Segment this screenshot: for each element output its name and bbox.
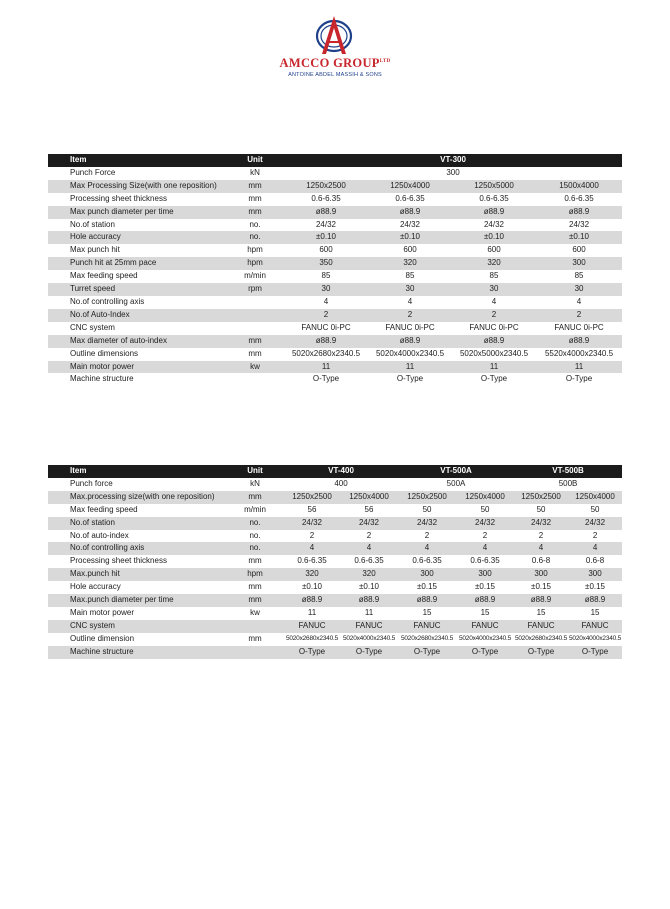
row-unit	[226, 309, 284, 322]
row-value: 1250x4000	[368, 180, 452, 193]
row-label: Machine structure	[48, 646, 226, 659]
row-value: ø88.9	[568, 594, 622, 607]
row-value: 11	[452, 361, 536, 374]
table-row	[48, 568, 622, 581]
row-label: No.of station	[48, 219, 226, 232]
row-value: 2	[398, 530, 456, 543]
row-value: 24/32	[368, 219, 452, 232]
row-value: 2	[456, 530, 514, 543]
row-value: 24/32	[284, 517, 340, 530]
table-row	[48, 620, 622, 633]
row-value: 600	[536, 244, 622, 257]
row-unit: mm	[226, 491, 284, 504]
row-value: 15	[514, 607, 568, 620]
row-value: 5020x2680x2340.5	[398, 633, 456, 646]
row-value: 4	[568, 542, 622, 555]
row-value: 600	[284, 244, 368, 257]
row-value: 4	[284, 296, 368, 309]
row-label: Turret speed	[48, 283, 226, 296]
table-row	[48, 478, 622, 491]
table-row	[48, 180, 622, 193]
row-value: 5020x4000x2340.5	[368, 348, 452, 361]
row-value: ±0.15	[568, 581, 622, 594]
row-value: 50	[456, 504, 514, 517]
row-label: No.of controlling axis	[48, 542, 226, 555]
row-label: Processing sheet thickness	[48, 193, 226, 206]
row-value: 15	[568, 607, 622, 620]
row-value: O-Type	[340, 646, 398, 659]
row-value: 5020x4000x2340.5	[340, 633, 398, 646]
row-label: Main motor power	[48, 607, 226, 620]
row-value: 5020x2680x2340.5	[514, 633, 568, 646]
row-label: Processing sheet thickness	[48, 555, 226, 568]
row-value: 1250x2500	[284, 491, 340, 504]
row-value: 24/32	[398, 517, 456, 530]
table-row	[48, 504, 622, 517]
row-value: FANUC	[456, 620, 514, 633]
row-value: 2	[284, 530, 340, 543]
row-value: FANUC 0i-PC	[536, 322, 622, 335]
header-unit: Unit	[226, 154, 284, 167]
row-label: Max.punch diameter per time	[48, 594, 226, 607]
row-value: 2	[368, 309, 452, 322]
row-label: Main motor power	[48, 361, 226, 374]
row-value: 11	[536, 361, 622, 374]
table-row	[48, 296, 622, 309]
table-row	[48, 361, 622, 374]
row-label: No.of Auto-Index	[48, 309, 226, 322]
header-model-vt-500a: VT-500A	[398, 465, 514, 478]
row-value: 1250x2500	[514, 491, 568, 504]
row-value: 85	[368, 270, 452, 283]
row-value: 5020x5000x2340.5	[452, 348, 536, 361]
row-value: 1500x4000	[536, 180, 622, 193]
row-value: 300	[398, 568, 456, 581]
row-value: O-Type	[284, 373, 368, 386]
row-label: Max feeding speed	[48, 270, 226, 283]
row-value: ø88.9	[284, 335, 368, 348]
row-value: O-Type	[398, 646, 456, 659]
row-value: 4	[368, 296, 452, 309]
row-label: Punch Force	[48, 167, 226, 180]
row-value: 300	[284, 167, 622, 180]
row-value: O-Type	[368, 373, 452, 386]
row-unit: kN	[226, 167, 284, 180]
row-value: FANUC	[284, 620, 340, 633]
row-unit: hpm	[226, 244, 284, 257]
row-label: Punch hit at 25mm pace	[48, 257, 226, 270]
row-label: No.of station	[48, 517, 226, 530]
row-value: 4	[398, 542, 456, 555]
row-value: 600	[452, 244, 536, 257]
row-value: 320	[284, 568, 340, 581]
vt-300-spec-table	[48, 154, 622, 386]
row-value: O-Type	[568, 646, 622, 659]
row-label: No.of controlling axis	[48, 296, 226, 309]
table-row	[48, 193, 622, 206]
table-row	[48, 219, 622, 232]
row-value: 24/32	[536, 219, 622, 232]
row-value: ø88.9	[398, 594, 456, 607]
row-value: ø88.9	[456, 594, 514, 607]
row-value: ±0.15	[456, 581, 514, 594]
row-value: 0.6-8	[514, 555, 568, 568]
row-value: 4	[456, 542, 514, 555]
row-value: 30	[536, 283, 622, 296]
row-unit	[226, 322, 284, 335]
row-unit: kw	[226, 361, 284, 374]
table-row	[48, 206, 622, 219]
header-item: Item	[48, 154, 226, 167]
row-value: ø88.9	[452, 335, 536, 348]
row-value: 1250x2500	[284, 180, 368, 193]
row-value: FANUC 0i-PC	[452, 322, 536, 335]
row-unit: no.	[226, 517, 284, 530]
table-header-row	[48, 465, 622, 478]
row-value: FANUC 0i-PC	[284, 322, 368, 335]
row-unit: mm	[226, 335, 284, 348]
row-value: 0.6-8	[568, 555, 622, 568]
row-value: 85	[452, 270, 536, 283]
row-value: 0.6-6.35	[284, 555, 340, 568]
row-value: 50	[398, 504, 456, 517]
row-value: 300	[536, 257, 622, 270]
row-value: 1250x2500	[398, 491, 456, 504]
row-value: ø88.9	[368, 206, 452, 219]
row-label: Outline dimensions	[48, 348, 226, 361]
row-value: O-Type	[536, 373, 622, 386]
row-unit	[226, 373, 284, 386]
row-value: 320	[452, 257, 536, 270]
row-unit: mm	[226, 581, 284, 594]
row-value: 320	[340, 568, 398, 581]
row-value: 400	[284, 478, 398, 491]
row-value: 0.6-6.35	[456, 555, 514, 568]
row-unit: mm	[226, 555, 284, 568]
row-value: 0.6-6.35	[340, 555, 398, 568]
table-row	[48, 335, 622, 348]
row-value: 15	[398, 607, 456, 620]
row-value: 4	[536, 296, 622, 309]
row-unit: no.	[226, 219, 284, 232]
company-logo	[270, 14, 400, 84]
row-unit: mm	[226, 206, 284, 219]
row-unit: rpm	[226, 283, 284, 296]
row-value: FANUC	[514, 620, 568, 633]
row-value: 350	[284, 257, 368, 270]
row-value: 24/32	[514, 517, 568, 530]
row-value: O-Type	[514, 646, 568, 659]
row-value: ±0.10	[368, 231, 452, 244]
header-model-vt-400: VT-400	[284, 465, 398, 478]
row-unit: no.	[226, 530, 284, 543]
row-unit: hpm	[226, 568, 284, 581]
row-label: Max.processing size(with one reposition)	[48, 491, 226, 504]
row-value: 1250x4000	[456, 491, 514, 504]
table-row	[48, 594, 622, 607]
row-label: CNC system	[48, 620, 226, 633]
header-model: VT-300	[284, 154, 622, 167]
row-label: Max diameter of auto-index	[48, 335, 226, 348]
row-value: ±0.10	[536, 231, 622, 244]
row-value: 4	[514, 542, 568, 555]
row-value: 11	[284, 361, 368, 374]
row-label: Max feeding speed	[48, 504, 226, 517]
table-row	[48, 257, 622, 270]
row-value: 0.6-6.35	[536, 193, 622, 206]
row-unit	[226, 646, 284, 659]
row-value: ±0.10	[452, 231, 536, 244]
row-unit: mm	[226, 193, 284, 206]
row-label: Max.punch hit	[48, 568, 226, 581]
table-row	[48, 555, 622, 568]
row-label: CNC system	[48, 322, 226, 335]
row-value: 2	[536, 309, 622, 322]
row-unit: mm	[226, 633, 284, 646]
table-row	[48, 244, 622, 257]
row-value: 1250x4000	[568, 491, 622, 504]
table-row	[48, 322, 622, 335]
row-value: 5020x2680x2340.5	[284, 348, 368, 361]
row-value: 30	[284, 283, 368, 296]
table-row	[48, 633, 622, 646]
row-value: 4	[340, 542, 398, 555]
row-label: Max punch diameter per time	[48, 206, 226, 219]
row-value: 300	[568, 568, 622, 581]
row-value: ø88.9	[536, 335, 622, 348]
row-value: 24/32	[568, 517, 622, 530]
row-value: 11	[284, 607, 340, 620]
row-value: 24/32	[284, 219, 368, 232]
row-label: Punch force	[48, 478, 226, 491]
row-value: 56	[340, 504, 398, 517]
row-label: Machine structure	[48, 373, 226, 386]
row-value: ø88.9	[340, 594, 398, 607]
row-value: 50	[568, 504, 622, 517]
row-unit: mm	[226, 180, 284, 193]
row-label: Outline dimension	[48, 633, 226, 646]
row-value: 15	[456, 607, 514, 620]
row-value: 30	[452, 283, 536, 296]
row-value: FANUC	[568, 620, 622, 633]
row-label: Hole accuracy	[48, 581, 226, 594]
row-value: 1250x5000	[452, 180, 536, 193]
table-row	[48, 309, 622, 322]
row-unit: kN	[226, 478, 284, 491]
row-value: 2	[514, 530, 568, 543]
row-value: 24/32	[456, 517, 514, 530]
row-value: 0.6-6.35	[368, 193, 452, 206]
table-row	[48, 530, 622, 543]
row-value: 2	[284, 309, 368, 322]
row-value: 600	[368, 244, 452, 257]
table-row	[48, 231, 622, 244]
table-row	[48, 283, 622, 296]
row-value: 1250x4000	[340, 491, 398, 504]
table-row	[48, 270, 622, 283]
row-value: FANUC	[398, 620, 456, 633]
row-value: 300	[456, 568, 514, 581]
row-unit: kw	[226, 607, 284, 620]
row-label: No.of auto-index	[48, 530, 226, 543]
table-row	[48, 348, 622, 361]
row-value: ø88.9	[536, 206, 622, 219]
row-value: 500A	[398, 478, 514, 491]
row-value: O-Type	[456, 646, 514, 659]
row-value: 2	[340, 530, 398, 543]
row-value: O-Type	[452, 373, 536, 386]
row-unit	[226, 620, 284, 633]
row-value: ø88.9	[284, 206, 368, 219]
brand-name: AMCCO $GROUP^{LTD}$	[279, 56, 391, 70]
row-value: 0.6-6.35	[398, 555, 456, 568]
table-row	[48, 167, 622, 180]
row-unit: no.	[226, 231, 284, 244]
row-unit: mm	[226, 594, 284, 607]
row-label: Max Processing Size(with one reposition)	[48, 180, 226, 193]
row-value: 0.6-6.35	[452, 193, 536, 206]
header-item: Item	[48, 465, 226, 478]
table-row	[48, 517, 622, 530]
row-value: ø88.9	[368, 335, 452, 348]
row-value: 5020x4000x2340.5	[568, 633, 622, 646]
row-value: 300	[514, 568, 568, 581]
row-value: 500B	[514, 478, 622, 491]
table-row	[48, 581, 622, 594]
row-value: 11	[368, 361, 452, 374]
row-unit: m/min	[226, 504, 284, 517]
table-row	[48, 646, 622, 659]
row-value: 50	[514, 504, 568, 517]
row-label: Max punch hit	[48, 244, 226, 257]
row-value: ø88.9	[514, 594, 568, 607]
row-value: 4	[452, 296, 536, 309]
row-value: ø88.9	[452, 206, 536, 219]
row-value: 0.6-6.35	[284, 193, 368, 206]
row-unit	[226, 296, 284, 309]
row-unit: no.	[226, 542, 284, 555]
row-value: 24/32	[340, 517, 398, 530]
brand-subtitle: ANTOINE ABDEL MASSIH & SONS	[288, 72, 382, 78]
vt-400-500-spec-table	[48, 465, 622, 659]
row-value: ±0.15	[514, 581, 568, 594]
row-value: ±0.15	[398, 581, 456, 594]
row-value: 11	[340, 607, 398, 620]
row-value: FANUC	[340, 620, 398, 633]
row-value: 30	[368, 283, 452, 296]
amcco-emblem-icon	[312, 14, 358, 58]
table-row	[48, 542, 622, 555]
row-value: ±0.10	[340, 581, 398, 594]
table-row	[48, 607, 622, 620]
header-model-vt-500b: VT-500B	[514, 465, 622, 478]
row-unit: mm	[226, 348, 284, 361]
row-value: 24/32	[452, 219, 536, 232]
row-value: 85	[536, 270, 622, 283]
row-value: ±0.10	[284, 231, 368, 244]
table-header-row	[48, 154, 622, 167]
header-unit: Unit	[226, 465, 284, 478]
row-value: 2	[452, 309, 536, 322]
row-value: 85	[284, 270, 368, 283]
row-value: 5520x4000x2340.5	[536, 348, 622, 361]
table-row	[48, 491, 622, 504]
row-label: Hole accuracy	[48, 231, 226, 244]
row-value: ø88.9	[284, 594, 340, 607]
row-value: FANUC 0i-PC	[368, 322, 452, 335]
row-unit: hpm	[226, 257, 284, 270]
table-row	[48, 373, 622, 386]
row-value: 56	[284, 504, 340, 517]
row-value: 2	[568, 530, 622, 543]
row-value: 320	[368, 257, 452, 270]
row-value: ±0.10	[284, 581, 340, 594]
row-value: O-Type	[284, 646, 340, 659]
row-unit: m/min	[226, 270, 284, 283]
row-value: 4	[284, 542, 340, 555]
row-value: 5020x2680x2340.5	[284, 633, 340, 646]
row-value: 5020x4000x2340.5	[456, 633, 514, 646]
